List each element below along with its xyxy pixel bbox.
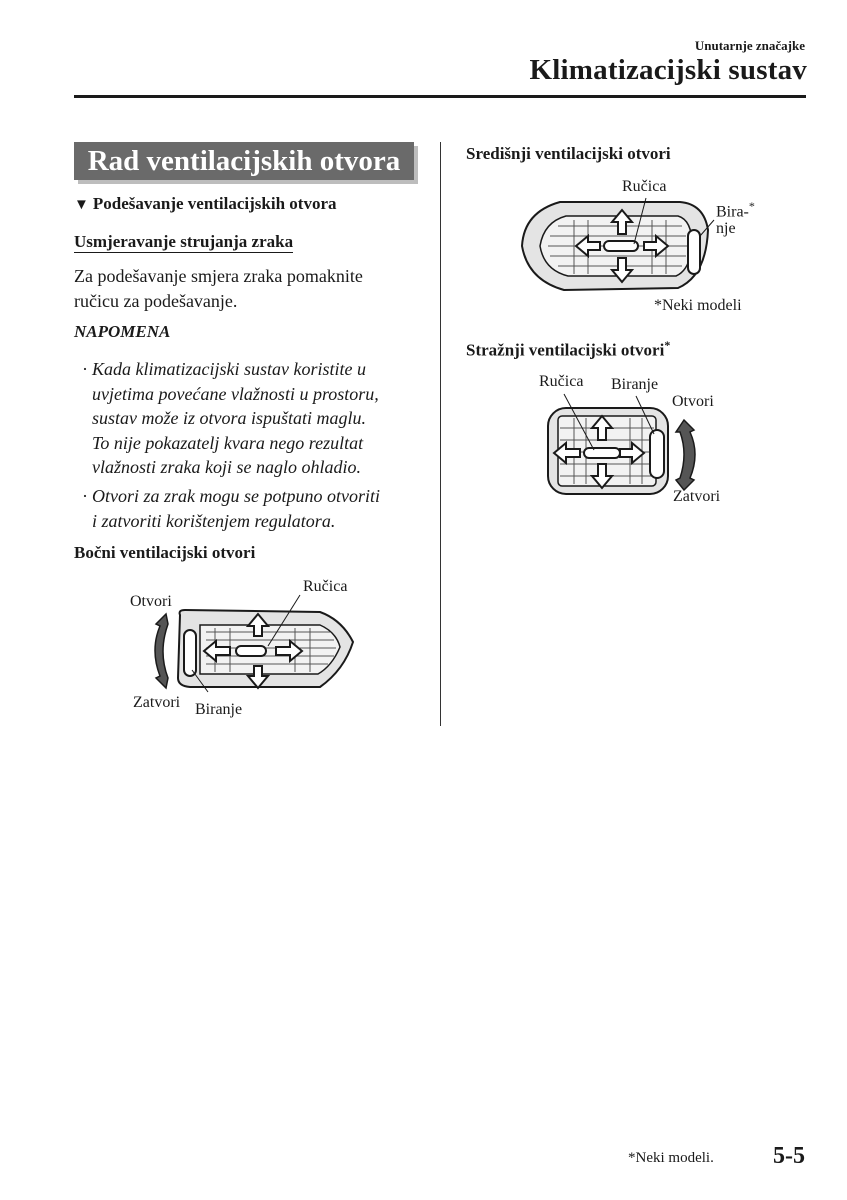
column-divider	[440, 142, 441, 726]
bullet: ·	[82, 359, 88, 379]
asterisk: *	[748, 199, 755, 213]
section-title: Rad ventilacijskih otvora	[74, 142, 414, 180]
note-line: i zatvoriti korištenjem regulatora.	[92, 510, 336, 531]
handle-knob	[604, 241, 638, 251]
note-line: sustav može iz otvora ispuštati maglu.	[92, 408, 367, 428]
center-vent-diagram	[510, 190, 725, 300]
center-label-dial-line2: nje	[716, 220, 736, 238]
side-label-open: Otvori	[130, 593, 172, 610]
rear-label-closed: Zatvori	[673, 488, 721, 505]
subheading	[74, 194, 337, 214]
note-line: vlažnosti zraka koji se naglo ohladio.	[92, 457, 361, 477]
triangle-marker-icon: ▼	[74, 197, 89, 213]
center-label-note: *Neki modeli	[654, 297, 742, 314]
handle-knob	[236, 646, 266, 656]
note-heading: NAPOMENA	[74, 322, 171, 341]
side-vents-heading: Bočni ventilacijski otvori	[74, 543, 256, 562]
center-label-dial-line1: Bira-	[716, 203, 749, 221]
body-line: ručicu za podešavanje.	[74, 291, 238, 311]
side-label-handle: Ručica	[303, 578, 348, 595]
note-line: To nije pokazatelj kvara nego rezultat	[92, 432, 364, 453]
note-line: uvjetima povećane vlažnosti u prostoru,	[92, 383, 379, 404]
rear-label-dial: Biranje	[611, 376, 659, 393]
body-paragraph	[74, 264, 414, 314]
curved-double-arrow-icon	[676, 420, 695, 490]
rear-label-handle: Ručica	[539, 373, 584, 390]
body-line: Za podešavanje smjera zraka pomaknite	[74, 266, 363, 286]
dial-knob	[688, 230, 700, 274]
rear-vents-heading-text: Stražnji ventilacijski otvori	[466, 340, 665, 360]
footer-note: *Neki modeli.	[628, 1150, 714, 1166]
note-item	[82, 357, 422, 480]
note-line: Kada klimatizacijski sustav koristite u	[92, 359, 366, 379]
underlined-heading-text: Usmjeravanje strujanja zraka	[74, 232, 294, 251]
side-label-closed: Zatvori	[133, 694, 181, 711]
curved-double-arrow-icon	[155, 614, 168, 688]
subheading-text: Podešavanje ventilacijskih otvora	[92, 194, 337, 213]
center-label-dial	[716, 198, 755, 237]
center-label-handle: Ručica	[622, 178, 667, 195]
note-line: Otvori za zrak mogu se potpuno otvoriti	[92, 486, 380, 506]
rear-vents-heading	[466, 338, 670, 361]
chapter-label: Unutarnje značajke	[694, 38, 805, 53]
underlined-heading	[74, 232, 293, 252]
dial-knob	[184, 630, 196, 676]
bullet: ·	[82, 486, 88, 506]
rear-label-open: Otvori	[672, 393, 714, 410]
note-item	[82, 484, 422, 533]
page-number: 5-5	[773, 1143, 805, 1169]
handle-knob	[584, 448, 620, 458]
dial-knob	[650, 430, 664, 478]
side-label-dial: Biranje	[195, 701, 243, 718]
header-rule	[74, 95, 806, 98]
page-title: Klimatizacijski sustav	[529, 54, 807, 86]
asterisk: *	[664, 338, 671, 352]
center-vents-heading: Središnji ventilacijski otvori	[466, 144, 671, 163]
